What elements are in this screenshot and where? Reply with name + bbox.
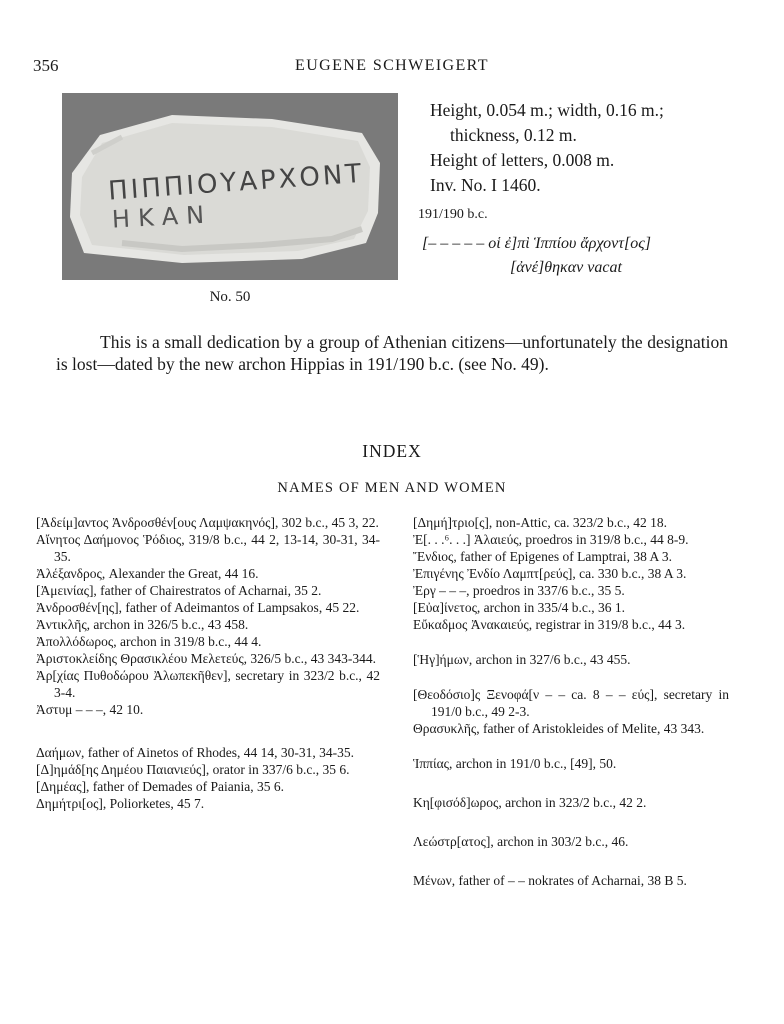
index-entry: [Δημέας], father of Demades of Paiania, 35 6. xyxy=(36,779,284,794)
letter-group-gap xyxy=(413,772,729,794)
figure-caption: No. 50 xyxy=(209,289,251,305)
stone-text-line2: ΗΚΑΝ xyxy=(111,200,213,234)
dimensions-line: thickness, 0.12 m. xyxy=(450,125,577,145)
stone-text-line1: ΠΙΠΠΙΟΥΑΡΧΟΝΤ xyxy=(107,158,366,207)
letter-group-gap xyxy=(413,668,729,686)
index-column-left xyxy=(36,514,380,812)
index-entry: Θρασυκλῆς, father of Aristokleides of Melite, 43 343. xyxy=(413,721,705,736)
index-entry: Ἀλέξανδρος, Alexander the Great, 44 16. xyxy=(36,566,259,581)
index-entry: Δαήμων, father of Ainetos of Rhodes, 44 14, 30-31, 34-35. xyxy=(36,745,355,760)
letter-group-gap xyxy=(413,850,729,872)
index-column-right xyxy=(413,514,729,889)
inscription-line: [– – – – – οἱ ἐ]πὶ Ἱππίου ἄρχοντ[ος] xyxy=(422,235,651,252)
index-entry: Ἀνδροσθέν[ης], father of Adeimantos of Lampsakos, 45 22. xyxy=(36,600,360,615)
stone-photograph xyxy=(62,93,398,280)
dimensions-block xyxy=(430,98,664,198)
index-entry: Ἐργ – – –, proedros in 337/6 b.c., 35 5. xyxy=(413,583,625,598)
index-entry: Ἐ[. . .⁶. . .] Ἁλαιεύς, proedros in 319/8 b.c., 44 8-9. xyxy=(413,532,689,547)
index-entry: Κη[φισόδ]ωρος, archon in 323/2 b.c., 42 2. xyxy=(413,795,647,810)
index-entry: [Ἀμεινίας], father of Chairestratos of Acharnai, 35 2. xyxy=(36,583,322,598)
letter-group-gap xyxy=(36,718,380,744)
index-entry: Ἀριστοκλείδης Θρασικλέου Μελετεύς, 326/5 b.c., 43 343-344. xyxy=(36,651,377,666)
inscription-line: [ἀνέ]θηκαν vacat xyxy=(510,259,622,276)
index-entry: [Ἡγ]ήμων, archon in 327/6 b.c., 43 455. xyxy=(413,652,631,667)
index-entry: Ἀντικλῆς, archon in 326/5 b.c., 43 458. xyxy=(36,617,249,632)
index-entry: Λεώστρ[ατος], archon in 303/2 b.c., 46. xyxy=(413,834,629,849)
dimensions-line: Height, 0.054 m.; width, 0.16 m.; xyxy=(430,100,664,120)
letter-group-gap xyxy=(413,737,729,755)
index-entry: Ἀστυμ – – –, 42 10. xyxy=(36,702,144,717)
index-entry: Ἀπολλόδωρος, archon in 319/8 b.c., 44 4. xyxy=(36,634,262,649)
index-entry: Ἀρ[χίας Πυθοδώρου Ἀλωπεκῆθεν], secretary in 323/2 b.c., 42 3-4. xyxy=(36,668,380,700)
index-entry: Μένων, father of – – nokrates of Acharnai, 38 B 5. xyxy=(413,873,687,888)
index-title: INDEX xyxy=(362,441,422,461)
index-entry: Ἔνδιος, father of Epigenes of Lamptrai, 38 A 3. xyxy=(413,549,672,564)
index-entry: [Δημή]τριο[ς], non-Attic, ca. 323/2 b.c., 42 18. xyxy=(413,515,668,530)
index-entry: [Ἀδείμ]αντος Ἀνδροσθέν[ους Λαμψακηνός], 302 b.c., 45 3, 22. xyxy=(36,515,379,530)
inscription-text xyxy=(422,232,651,280)
index-subtitle: NAMES OF MEN AND WOMEN xyxy=(277,480,507,496)
running-title: EUGENE SCHWEIGERT xyxy=(295,57,489,74)
dimensions-line: Height of letters, 0.008 m. xyxy=(430,150,615,170)
index-entry: Ἐπιγένης Ἐνδίο Λαμπτ[ρεύς], ca. 330 b.c., 38 A 3. xyxy=(413,566,687,581)
index-entry: Εὔκαδμος Ἀνακαιεύς, registrar in 319/8 b.c., 44 3. xyxy=(413,617,686,632)
inscription-date: 191/190 b.c. xyxy=(418,207,488,222)
commentary-paragraph: This is a small dedication by a group of Athenian citizens—unfortunately the designation is lost—dated by the new archon Hippias in 191/190 b.c. (see No. 49). xyxy=(56,332,728,374)
dimensions-line: Inv. No. I 1460. xyxy=(430,175,541,195)
letter-group-gap xyxy=(413,633,729,651)
index-entry: Ἱππίας, archon in 191/0 b.c., [49], 50. xyxy=(413,756,617,771)
page-number: 356 xyxy=(33,56,59,75)
index-entry: Αἴνητος Δαήμονος Ῥόδιος, 319/8 b.c., 44 2, 13-14, 30-31, 34-35. xyxy=(36,532,380,564)
index-entry: [Δ]ημάδ[ης Δημέου Παιανιεύς], orator in 337/6 b.c., 35 6. xyxy=(36,762,350,777)
letter-group-gap xyxy=(413,811,729,833)
index-entry: Δημήτρι[ος], Poliorketes, 45 7. xyxy=(36,796,205,811)
index-entry: [Εὐα]ίνετος, archon in 335/4 b.c., 36 1. xyxy=(413,600,626,615)
index-entry: [Θεοδόσιο]ς Ξενοφά[ν – – ca. 8 – – εύς], secretary in 191/0 b.c., 49 2-3. xyxy=(413,687,729,719)
